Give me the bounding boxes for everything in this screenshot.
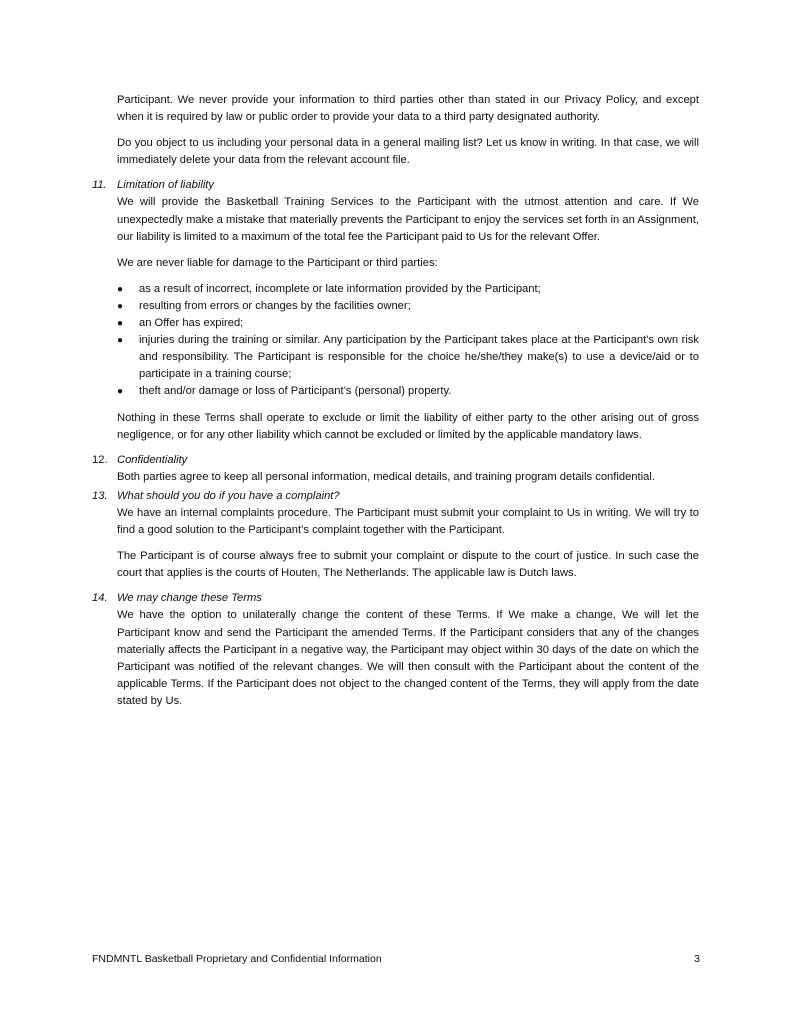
section-number: 13. — [92, 489, 108, 502]
section-paragraph: Nothing in these Terms shall operate to exclude or limit the liability of either party to the other arising out of gross negligence, or for any other liability which cannot be excluded or limited by the applicable mandatory laws. — [117, 411, 699, 441]
bullet-icon: ● — [117, 300, 124, 312]
liability-exclusions-list — [117, 281, 699, 401]
intro-paragraph-privacy: Participant. We never provide your information to third parties other than stated in our Privacy Policy, and except when it is required by law or public order to provide your data to a third party designated authority. — [117, 94, 699, 124]
section-limitation-of-liability — [92, 177, 699, 443]
section-number: 11. — [92, 179, 107, 192]
section-paragraph: Both parties agree to keep all personal information, medical details, and training program details confidential. — [117, 470, 655, 483]
section-title: Confidentiality — [117, 453, 188, 466]
section-confidentiality — [92, 452, 699, 486]
page-number: 3 — [694, 953, 700, 965]
section-heading — [92, 590, 699, 607]
bullet-icon: ● — [117, 386, 124, 398]
list-item — [117, 281, 699, 298]
list-item-text: an Offer has expired; — [139, 317, 244, 330]
bullet-icon: ● — [117, 283, 124, 295]
section-changing-terms — [92, 590, 699, 710]
list-item-text: resulting from errors or changes by the facilities owner; — [139, 299, 411, 312]
section-title: We may change these Terms — [117, 592, 262, 605]
list-item-text: injuries during the training or similar. Any participation by the Participant takes place at the Participant's own risk and responsibility. The Participant is responsible for the choice he/she/they make(s) to use a device/aid or to participate in a training course; — [139, 334, 699, 381]
list-item — [117, 383, 699, 400]
list-item-text: as a result of incorrect, incomplete or late information provided by the Participant; — [139, 282, 541, 295]
section-title: Limitation of liability — [117, 179, 215, 192]
section-paragraph: The Participant is of course always free to submit your complaint or dispute to the court of justice. In such case the court that applies is the courts of Houten, The Netherlands. The applicable law is Dutch laws. — [117, 550, 699, 580]
section-paragraph: We have an internal complaints procedure. The Participant must submit your complaint to Us in writing. We will try to find a good solution to the Participant’s complaint together with the Participant. — [117, 506, 699, 537]
section-title: What should you do if you have a complaint? — [117, 489, 340, 502]
section-paragraph: We have the option to unilaterally change the content of these Terms. If We make a change, We will let the Participant know and send the Participant the amended Terms. If the Participant considers that any of the changes materially affects the Participant in a negative way, the Participant may object within 30 days of the date on which the Participant was notified of the relevant changes. We will then consult with the Participant about the content of the applicable Terms. If the Participant does not object to the changed content of the Terms, they will apply from the date stated by Us. — [117, 609, 699, 707]
page-footer — [92, 952, 700, 966]
footer-confidentiality-notice: FNDMNTL Basketball Proprietary and Confidential Information — [92, 953, 382, 965]
list-item — [117, 332, 699, 383]
intro-paragraph-mailing-list: Do you object to us including your personal data in a general mailing list? Let us know in writing. In that case, we will immediately delete your data from the relevant account file. — [117, 137, 699, 167]
section-number: 14. — [92, 592, 108, 605]
list-item-text: theft and/or damage or loss of Participant’s (personal) property. — [139, 385, 452, 398]
section-heading — [92, 452, 699, 469]
list-item — [117, 298, 699, 315]
section-heading — [92, 488, 699, 505]
document-body — [92, 92, 699, 710]
section-paragraph: We are never liable for damage to the Participant or third parties: — [117, 256, 438, 269]
section-heading — [92, 177, 699, 194]
list-item — [117, 315, 699, 332]
bullet-icon: ● — [117, 335, 124, 347]
section-number: 12. — [92, 453, 108, 466]
section-paragraph: We will provide the Basketball Training Services to the Participant with the utmost attention and care. If We unexpectedly make a mistake that materially prevents the Participant to enjoy the services set forth in an Assignment, our liability is limited to a maximum of the total fee the Participant paid to Us for the relevant Offer. — [117, 196, 699, 243]
bullet-icon: ● — [117, 318, 124, 330]
section-complaints — [92, 488, 699, 582]
